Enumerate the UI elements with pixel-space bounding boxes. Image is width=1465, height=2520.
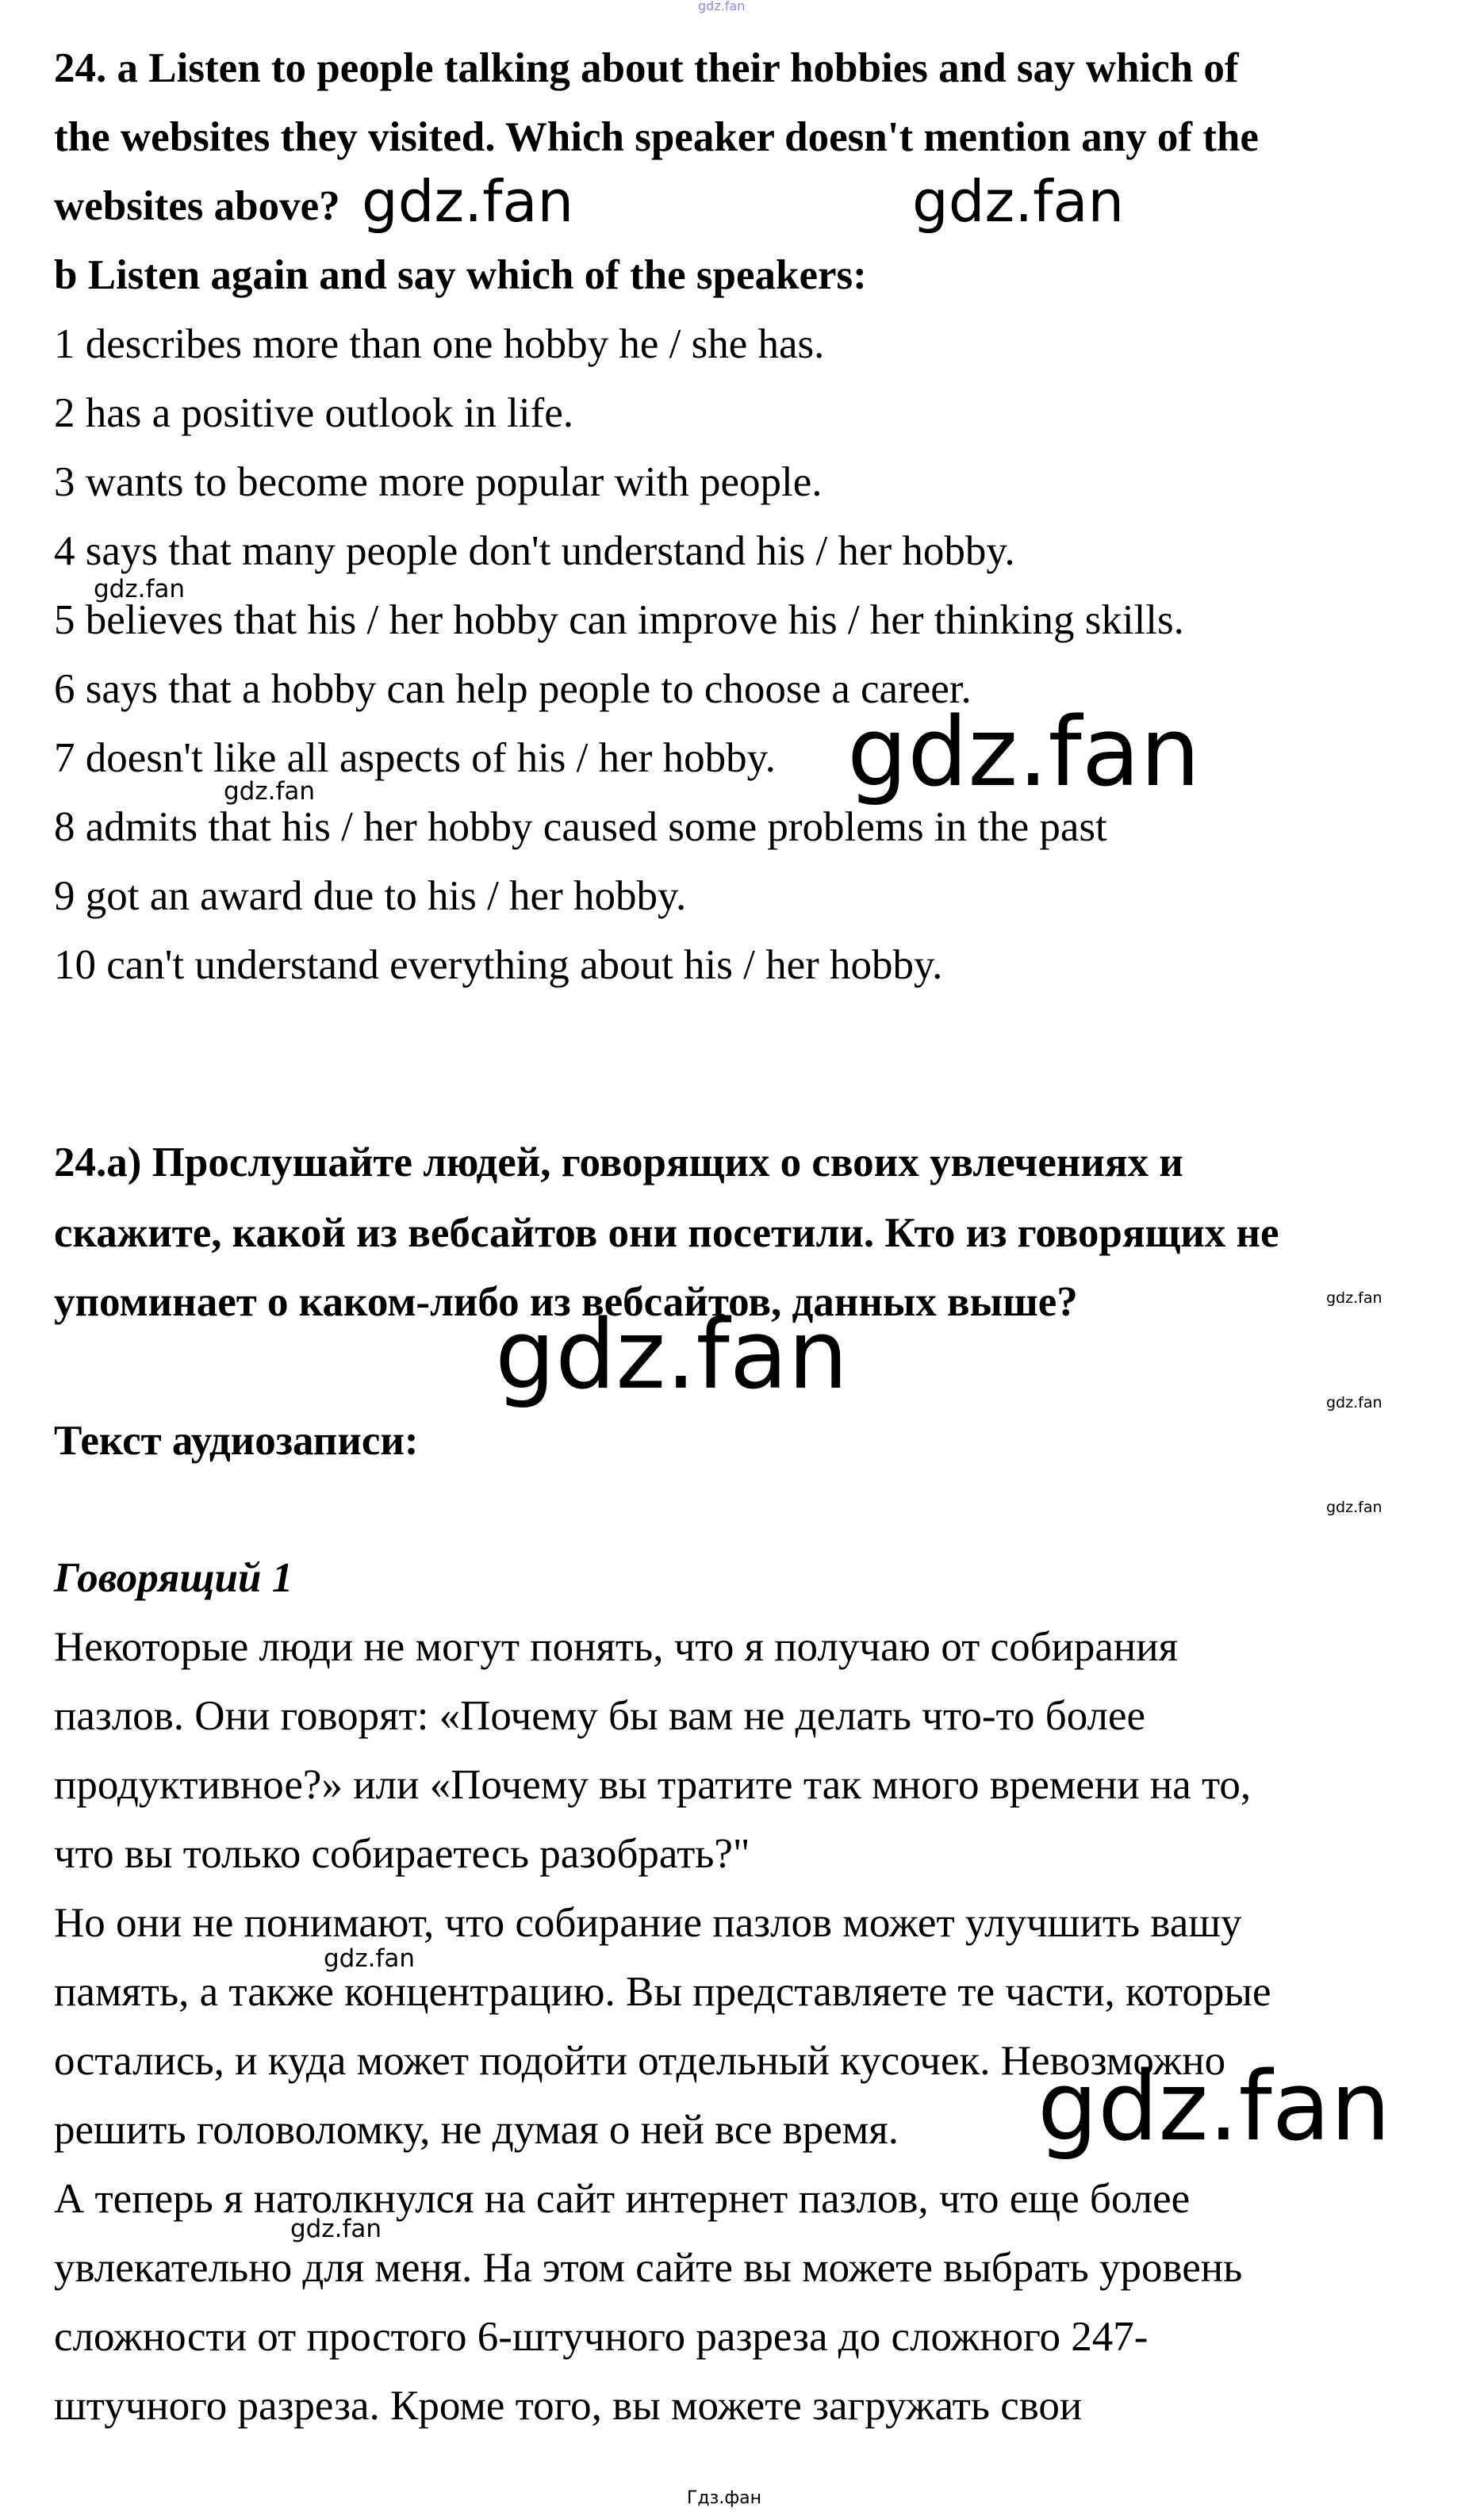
list-item: 10 can't understand everything about his / her hobby. xyxy=(54,942,943,988)
paragraph-line: что вы только собираетесь разобрать?" xyxy=(54,1831,750,1877)
list-item: 4 says that many people don't understand his / her hobby. xyxy=(54,528,1015,574)
paragraph-line: Некоторые люди не могут понять, что я получаю от собирания xyxy=(54,1624,1179,1670)
watermark: gdz.fan xyxy=(1326,1289,1383,1307)
paragraph-line: увлекательно для меня. На этом сайте вы можете выбрать уровень xyxy=(54,2245,1243,2291)
watermark: gdz.fan xyxy=(1037,2052,1391,2162)
list-item: 9 got an award due to his / her hobby. xyxy=(54,873,687,919)
paragraph-line: Но они не понимают, что собирание пазлов может улучшить вашу xyxy=(54,1900,1242,1946)
watermark: gdz.fan xyxy=(324,1944,416,1973)
ru-task-line-2: скажите, какой из вебсайтов они посетили. Кто из говорящих не xyxy=(54,1210,1279,1256)
task-a-line-3: websites above? xyxy=(54,183,340,229)
watermark-top: gdz.fan xyxy=(698,0,746,13)
task-a-line-2: the websites they visited. Which speaker doesn't mention any of the xyxy=(54,114,1259,160)
ru-task-line-1: 24.а) Прослушайте людей, говорящих о своих увлечениях и xyxy=(54,1139,1183,1185)
watermark: gdz.fan xyxy=(94,575,186,603)
task-b-heading: b Listen again and say which of the speakers: xyxy=(54,252,867,298)
list-item: 5 believes that his / her hobby can improve his / her thinking skills. xyxy=(54,597,1184,643)
ru-task-line-3: упоминает о каком-либо из вебсайтов, данных выше? xyxy=(54,1279,1078,1325)
list-item: 8 admits that his / her hobby caused some problems in the past xyxy=(54,804,1107,850)
watermark: gdz.fan xyxy=(495,1300,849,1411)
list-item: 3 wants to become more popular with people. xyxy=(54,459,823,505)
transcript-heading: Текст аудиозаписи: xyxy=(54,1418,419,1464)
list-item: 7 doesn't like all aspects of his / her hobby. xyxy=(54,735,776,781)
list-item: 6 says that a hobby can help people to choose a career. xyxy=(54,666,972,712)
speaker-label: Говорящий 1 xyxy=(54,1555,293,1601)
watermark: gdz.fan xyxy=(1326,1394,1383,1411)
watermark: gdz.fan xyxy=(847,698,1201,808)
list-item: 1 describes more than one hobby he / she has. xyxy=(54,321,825,367)
task-a-line-1: 24. a Listen to people talking about their hobbies and say which of xyxy=(54,45,1239,91)
paragraph-line: память, а также концентрацию. Вы представляете те части, которые xyxy=(54,1969,1271,2015)
watermark: gdz.fan xyxy=(290,2215,382,2243)
paragraph-line: решить головоломку, не думая о ней все время. xyxy=(54,2107,899,2153)
paragraph-line: остались, и куда может подойти отдельный кусочек. Невозможно xyxy=(54,2038,1226,2084)
paragraph-line: сложности от простого 6-штучного разреза до сложного 247- xyxy=(54,2314,1149,2360)
watermark: gdz.fan xyxy=(912,168,1125,235)
watermark: gdz.fan xyxy=(362,168,574,235)
watermark: gdz.fan xyxy=(1326,1499,1383,1516)
paragraph-line: продуктивное?» или «Почему вы тратите так много времени на то, xyxy=(54,1762,1252,1808)
watermark: gdz.fan xyxy=(224,777,316,806)
paragraph-line: штучного разреза. Кроме того, вы можете загружать свои xyxy=(54,2383,1083,2429)
list-item: 2 has a positive outlook in life. xyxy=(54,390,574,436)
watermark-footer: Гдз.фан xyxy=(687,2488,761,2508)
paragraph-line: пазлов. Они говорят: «Почему бы вам не делать что-то более xyxy=(54,1693,1146,1739)
paragraph-line: А теперь я натолкнулся на сайт интернет пазлов, что еще более xyxy=(54,2176,1191,2222)
